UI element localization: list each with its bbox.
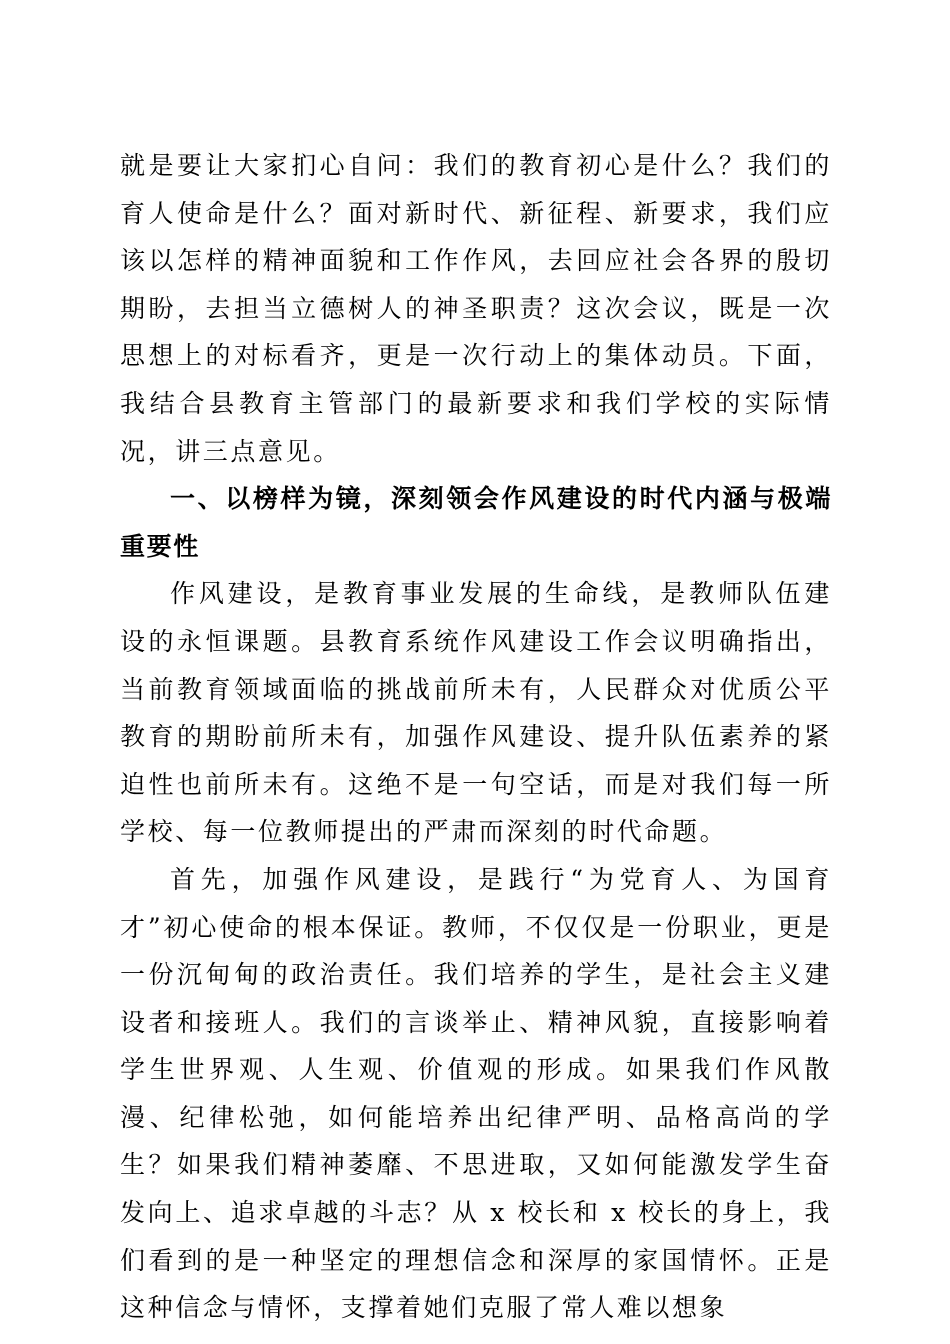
paragraph: 首先，加强作风建设，是践行“为党育人、为国育才”初心使命的根本保证。教师，不仅仅是一份职业，更是一份沉甸甸的政治责任。我们培养的学生，是社会主义建设者和接班人。我们的言谈举止、精神风貌，直接影响着学生世界观、人生观、价值观的形成。如果我们作风散漫、纪律松弛，如何能培养出纪律严明、品格高尚的学生？如果我们精神萎靡、不思进取，又如何能激发学生奋发向上、追求卓越的斗志？从 x 校长和 x 校长的身上，我们看到的是一种坚定的理想信念和深厚的家国情怀。正是这种信念与情怀，支撑着她们克服了常人难以想象 [120, 864, 832, 1323]
section-heading: 一、以榜样为镜，深刻领会作风建设的时代内涵与极端重要性 [120, 484, 832, 561]
document-body [120, 142, 832, 1332]
paragraph-continuation: 就是要让大家扪心自问：我们的教育初心是什么？我们的育人使命是什么？面对新时代、新征程、新要求，我们应该以怎样的精神面貌和工作作风，去回应社会各界的殷切期盼，去担当立德树人的神圣职责？这次会议，既是一次思想上的对标看齐，更是一次行动上的集体动员。下面，我结合县教育主管部门的最新要求和我们学校的实际情况，讲三点意见。 [120, 151, 832, 466]
paragraph: 作风建设，是教育事业发展的生命线，是教师队伍建设的永恒课题。县教育系统作风建设工作会议明确指出，当前教育领域面临的挑战前所未有，人民群众对优质公平教育的期盼前所未有，加强作风建设、提升队伍素养的紧迫性也前所未有。这绝不是一句空话，而是对我们每一所学校、每一位教师提出的严肃而深刻的时代命题。 [120, 579, 832, 847]
